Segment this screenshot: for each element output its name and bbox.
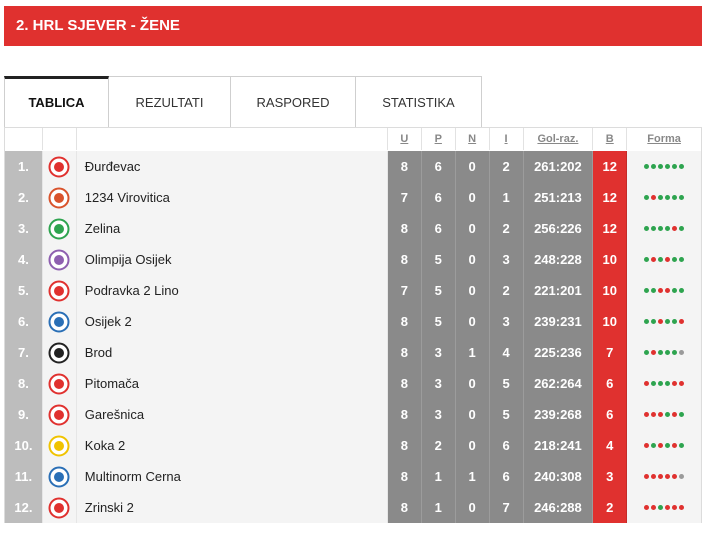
win-dot (665, 381, 670, 386)
logo-cell (43, 213, 77, 244)
losses-cell: 6 (490, 430, 524, 461)
losses-cell: 2 (490, 213, 524, 244)
team-name[interactable]: Pitomača (77, 368, 388, 399)
goal-diff-cell: 248:228 (524, 244, 594, 275)
loss-dot (665, 257, 670, 262)
losses-cell: 1 (490, 182, 524, 213)
goal-diff-cell: 239:231 (524, 306, 594, 337)
points-cell: 10 (593, 275, 627, 306)
points-cell: 6 (593, 399, 627, 430)
goal-diff-cell: 251:213 (524, 182, 594, 213)
played-cell: 8 (388, 337, 422, 368)
points-cell: 3 (593, 461, 627, 492)
form-cell (627, 337, 701, 368)
losses-cell: 5 (490, 368, 524, 399)
points-cell: 2 (593, 492, 627, 523)
win-dot (679, 195, 684, 200)
win-dot (644, 226, 649, 231)
draws-cell: 1 (456, 337, 490, 368)
loss-dot (658, 319, 663, 324)
win-dot (679, 288, 684, 293)
win-dot (672, 195, 677, 200)
loss-dot (644, 443, 649, 448)
header-points[interactable]: B (593, 128, 627, 150)
draws-cell: 0 (456, 151, 490, 182)
rank-cell: 12. (5, 492, 43, 523)
goal-diff-cell: 262:264 (524, 368, 594, 399)
table-row[interactable] (5, 429, 701, 460)
loss-dot (651, 505, 656, 510)
table-header (5, 128, 701, 150)
win-dot (672, 288, 677, 293)
win-dot (644, 164, 649, 169)
loss-dot (672, 381, 677, 386)
form-cell (627, 399, 701, 430)
draws-cell: 0 (456, 430, 490, 461)
played-cell: 8 (388, 492, 422, 523)
rank-cell: 2. (5, 182, 43, 213)
draws-cell: 0 (456, 368, 490, 399)
wins-cell: 6 (422, 151, 456, 182)
draw-dot (679, 350, 684, 355)
loss-dot (658, 412, 663, 417)
wins-cell: 5 (422, 275, 456, 306)
wins-cell: 3 (422, 337, 456, 368)
win-dot (665, 319, 670, 324)
played-cell: 7 (388, 182, 422, 213)
played-cell: 8 (388, 306, 422, 337)
standings-table (4, 127, 702, 523)
form-cell (627, 306, 701, 337)
tab-rezultati[interactable]: REZULTATI (109, 76, 231, 128)
goal-diff-cell: 221:201 (524, 275, 594, 306)
rank-cell: 7. (5, 337, 43, 368)
loss-dot (651, 350, 656, 355)
table-row[interactable] (5, 491, 701, 522)
wins-cell: 3 (422, 368, 456, 399)
team-name[interactable]: 1234 Virovitica (77, 182, 388, 213)
olimpija-logo (48, 249, 70, 271)
win-dot (672, 350, 677, 355)
losses-cell: 3 (490, 306, 524, 337)
played-cell: 8 (388, 461, 422, 492)
rank-cell: 6. (5, 306, 43, 337)
durdevac-logo (48, 156, 70, 178)
win-dot (651, 226, 656, 231)
logo-cell (43, 306, 77, 337)
rank-cell: 1. (5, 151, 43, 182)
team-name[interactable]: Zrinski 2 (77, 492, 388, 523)
zrinski-logo (48, 497, 70, 519)
rank-cell: 10. (5, 430, 43, 461)
loss-dot (658, 288, 663, 293)
tab-statistika[interactable]: STATISTIKA (356, 76, 482, 128)
form-cell (627, 151, 701, 182)
points-cell: 4 (593, 430, 627, 461)
logo-cell (43, 399, 77, 430)
draws-cell: 0 (456, 244, 490, 275)
draws-cell: 0 (456, 213, 490, 244)
win-dot (665, 443, 670, 448)
win-dot (651, 443, 656, 448)
loss-dot (658, 474, 663, 479)
draws-cell: 0 (456, 306, 490, 337)
losses-cell: 6 (490, 461, 524, 492)
brod-logo (48, 342, 70, 364)
goal-diff-cell: 261:202 (524, 151, 594, 182)
win-dot (658, 195, 663, 200)
draws-cell: 0 (456, 275, 490, 306)
team-name[interactable]: Garešnica (77, 399, 388, 430)
loss-dot (672, 412, 677, 417)
losses-cell: 3 (490, 244, 524, 275)
win-dot (665, 195, 670, 200)
tab-tablica[interactable]: TABLICA (4, 76, 109, 128)
wins-cell: 1 (422, 461, 456, 492)
loss-dot (644, 381, 649, 386)
win-dot (651, 319, 656, 324)
played-cell: 8 (388, 244, 422, 275)
win-dot (651, 381, 656, 386)
win-dot (658, 257, 663, 262)
caresnica-logo (48, 404, 70, 426)
loss-dot (651, 474, 656, 479)
win-dot (679, 443, 684, 448)
table-row[interactable] (5, 212, 701, 243)
win-dot (679, 412, 684, 417)
table-row[interactable] (5, 460, 701, 491)
team-name[interactable]: Brod (77, 337, 388, 368)
podravka-logo (48, 280, 70, 302)
win-dot (679, 226, 684, 231)
losses-cell: 7 (490, 492, 524, 523)
header-form[interactable]: Forma (647, 133, 681, 145)
logo-cell (43, 492, 77, 523)
osijek-logo (48, 311, 70, 333)
form-cell (627, 213, 701, 244)
header-team (77, 128, 388, 150)
goal-diff-cell: 240:308 (524, 461, 594, 492)
played-cell: 8 (388, 430, 422, 461)
rank-cell: 8. (5, 368, 43, 399)
points-cell: 12 (593, 182, 627, 213)
header-logo (43, 128, 77, 150)
loss-dot (651, 195, 656, 200)
logo-cell (43, 368, 77, 399)
header-rank (5, 128, 43, 150)
header-losses[interactable]: I (490, 128, 524, 150)
draws-cell: 1 (456, 461, 490, 492)
points-cell: 6 (593, 368, 627, 399)
wins-cell: 6 (422, 213, 456, 244)
team-name[interactable]: Multinorm Cerna (77, 461, 388, 492)
form-cell (627, 368, 701, 399)
form-cell (627, 275, 701, 306)
rank-cell: 11. (5, 461, 43, 492)
league-title: 2. HRL SJEVER - ŽENE (16, 17, 180, 34)
win-dot (665, 164, 670, 169)
win-dot (672, 164, 677, 169)
win-dot (651, 164, 656, 169)
tab-bar (4, 76, 482, 128)
loss-dot (672, 474, 677, 479)
rank-cell: 5. (5, 275, 43, 306)
logo-cell (43, 461, 77, 492)
tab-raspored[interactable]: RASPORED (231, 76, 356, 128)
logo-cell (43, 430, 77, 461)
win-dot (644, 288, 649, 293)
goal-diff-cell: 246:288 (524, 492, 594, 523)
played-cell: 8 (388, 213, 422, 244)
draws-cell: 0 (456, 399, 490, 430)
team-name[interactable]: Osijek 2 (77, 306, 388, 337)
table-body (5, 150, 701, 522)
win-dot (679, 164, 684, 169)
rank-cell: 9. (5, 399, 43, 430)
table-row[interactable] (5, 336, 701, 367)
logo-cell (43, 151, 77, 182)
win-dot (644, 195, 649, 200)
win-dot (665, 350, 670, 355)
cerna-logo (48, 466, 70, 488)
loss-dot (651, 257, 656, 262)
win-dot (658, 350, 663, 355)
losses-cell: 4 (490, 337, 524, 368)
losses-cell: 2 (490, 151, 524, 182)
wins-cell: 2 (422, 430, 456, 461)
loss-dot (679, 319, 684, 324)
table-row[interactable] (5, 398, 701, 429)
table-row[interactable] (5, 305, 701, 336)
header-played[interactable]: U (388, 128, 422, 150)
goal-diff-cell: 218:241 (524, 430, 594, 461)
team-name[interactable]: Koka 2 (77, 430, 388, 461)
rank-cell: 4. (5, 244, 43, 275)
table-row[interactable] (5, 181, 701, 212)
loss-dot (679, 381, 684, 386)
win-dot (672, 319, 677, 324)
loss-dot (672, 505, 677, 510)
form-cell (627, 461, 701, 492)
pitomaca-logo (48, 373, 70, 395)
win-dot (672, 257, 677, 262)
team-name[interactable]: Đurđevac (77, 151, 388, 182)
team-name[interactable]: Podravka 2 Lino (77, 275, 388, 306)
form-cell (627, 430, 701, 461)
goal-diff-cell: 239:268 (524, 399, 594, 430)
header-goal-diff[interactable]: Gol-raz. (524, 128, 594, 150)
win-dot (658, 381, 663, 386)
points-cell: 10 (593, 244, 627, 275)
draws-cell: 0 (456, 492, 490, 523)
win-dot (658, 164, 663, 169)
loss-dot (665, 474, 670, 479)
form-cell (627, 182, 701, 213)
points-cell: 10 (593, 306, 627, 337)
win-dot (658, 226, 663, 231)
loss-dot (665, 288, 670, 293)
loss-dot (665, 505, 670, 510)
wins-cell: 5 (422, 306, 456, 337)
wins-cell: 3 (422, 399, 456, 430)
played-cell: 8 (388, 151, 422, 182)
loss-dot (658, 443, 663, 448)
form-cell (627, 492, 701, 523)
losses-cell: 2 (490, 275, 524, 306)
goal-diff-cell: 225:236 (524, 337, 594, 368)
rank-cell: 3. (5, 213, 43, 244)
win-dot (665, 412, 670, 417)
win-dot (644, 257, 649, 262)
logo-cell (43, 275, 77, 306)
draws-cell: 0 (456, 182, 490, 213)
wins-cell: 6 (422, 182, 456, 213)
virovitica-logo (48, 187, 70, 209)
table-row[interactable] (5, 274, 701, 305)
played-cell: 8 (388, 368, 422, 399)
koka-logo (48, 435, 70, 457)
team-name[interactable]: Olimpija Osijek (77, 244, 388, 275)
played-cell: 8 (388, 399, 422, 430)
loss-dot (672, 226, 677, 231)
played-cell: 7 (388, 275, 422, 306)
win-dot (658, 505, 663, 510)
loss-dot (651, 412, 656, 417)
header-wins[interactable]: P (422, 128, 456, 150)
zelina-logo (48, 218, 70, 240)
losses-cell: 5 (490, 399, 524, 430)
league-title-bar (4, 6, 702, 46)
loss-dot (679, 505, 684, 510)
goal-diff-cell: 256:226 (524, 213, 594, 244)
table-row[interactable] (5, 243, 701, 274)
win-dot (665, 226, 670, 231)
loss-dot (644, 412, 649, 417)
form-cell (627, 244, 701, 275)
wins-cell: 1 (422, 492, 456, 523)
win-dot (651, 288, 656, 293)
logo-cell (43, 182, 77, 213)
team-name[interactable]: Zelina (77, 213, 388, 244)
loss-dot (644, 505, 649, 510)
loss-dot (644, 474, 649, 479)
points-cell: 12 (593, 213, 627, 244)
header-draws[interactable]: N (456, 128, 490, 150)
points-cell: 7 (593, 337, 627, 368)
logo-cell (43, 337, 77, 368)
win-dot (644, 319, 649, 324)
draw-dot (679, 474, 684, 479)
table-row[interactable] (5, 150, 701, 181)
logo-cell (43, 244, 77, 275)
table-row[interactable] (5, 367, 701, 398)
wins-cell: 5 (422, 244, 456, 275)
points-cell: 12 (593, 151, 627, 182)
win-dot (644, 350, 649, 355)
win-dot (679, 257, 684, 262)
loss-dot (672, 443, 677, 448)
